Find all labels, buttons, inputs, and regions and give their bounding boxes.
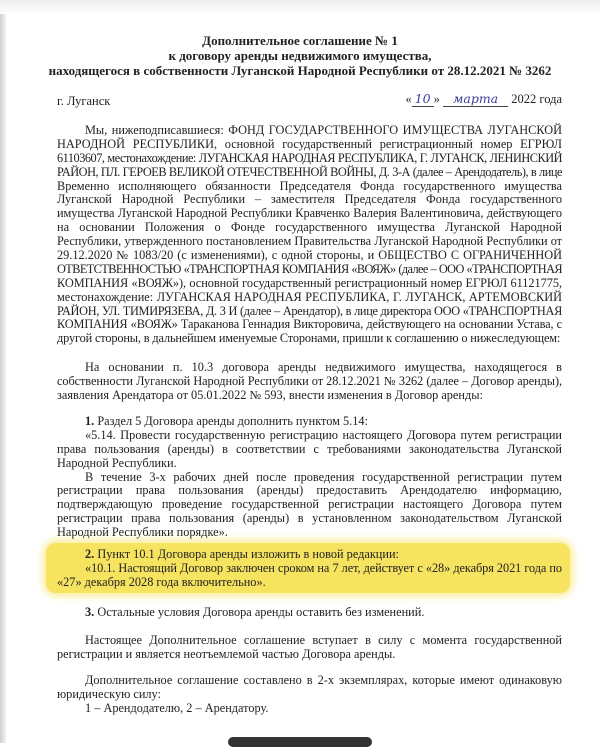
date-day-handwritten: 10 (412, 91, 434, 107)
item-heading: Остальные условия Договора аренды оставить без изменений. (97, 605, 425, 619)
preamble-paragraph (57, 124, 562, 346)
text-line: РАЙОН, ПЛ. ГЕРОЕВ ВЕЛИКОЙ ОТЕЧЕСТВЕННОЙ ВОЙНЫ, Д. 3-А (далее – Арендодатель), в лице (57, 164, 562, 179)
document-title: Дополнительное соглашение № 1 (202, 33, 398, 48)
text-line: 1 – Арендодателю, 2 – Арендатору. (85, 700, 269, 715)
item-heading: Раздел 5 Договора аренды дополнить пунктом 5.14: (97, 414, 368, 428)
text-line: 29.12.2020 № 1083/20 (с изменениями), с одной стороны, и ОБЩЕСТВО С ОГРАНИЧЕННОЙ (57, 248, 562, 263)
text-line: регистрации и является неотъемлемой частью Договора аренды. (57, 646, 396, 661)
text-line: другой стороны, в дальнейшем именуемые Сторонами, пришли к соглашению о нижеследующем: (57, 331, 561, 346)
page-edge (0, 0, 6, 743)
item-number: 2. (85, 547, 95, 561)
text-line (57, 548, 562, 562)
text-line: Временно исполняющего обязанности Председателя Фонда государственного имущества (57, 178, 562, 193)
text-line: «27» декабря 2028 года включительно». (57, 574, 266, 589)
text-line: «5.14. Провести государственную регистрацию настоящего Договора путем регистрации (85, 427, 562, 442)
text-line: регистрации права пользования (аренды) в установленном законодательством Луганской (57, 511, 562, 526)
text-line: на основании Положения о Фонде государственного имущества Луганской Народной (57, 220, 562, 235)
date-year: 2022 года (511, 92, 562, 106)
closing-paragraph-1 (57, 634, 562, 662)
text-line: Настоящее Дополнительное соглашение вступает в силу с момента государственной (85, 633, 562, 647)
text-line: Мы, нижеподписавшиеся: ФОНД ГОСУДАРСТВЕННОГО ИМУЩЕСТВА ЛУГАНСКОЙ (85, 123, 562, 137)
text-line: собственности Луганской Народной Республики от 28.12.2021 № 3262 (далее – Договор аренды), (57, 373, 562, 388)
text-line: Дополнительное соглашение составлено в 2-х экземплярах, которые имеют одинаковую (85, 673, 562, 687)
text-line: В течение 3-х рабочих дней после проведения государственной регистрации путем (85, 469, 562, 484)
text-line: КОМПАНИЯ «ВОЯЖ»), основной государственный регистрационный номер ЕГРЮЛ 61121775, (57, 275, 562, 290)
document-subtitle-2: находящегося в собственности Луганской Народной Республики от 28.12.2021 № 3262 (48, 63, 552, 78)
item-heading: Пункт 10.1 Договора аренды изложить в новой редакции: (97, 547, 399, 561)
document-date (405, 91, 562, 107)
text-line (57, 415, 562, 429)
item-2 (57, 548, 562, 590)
text-line: юридическую силу: (57, 686, 161, 701)
document-subtitle: к договору аренды недвижимого имущества, (168, 48, 432, 63)
date-close-quote: » (433, 92, 440, 106)
text-line: «10.1. Настоящий Договор заключен сроком на 7 лет, действует с «28» декабря 2021 года по (85, 560, 562, 575)
text-line: ОТВЕТСТВЕННОСТЬЮ «ТРАНСПОРТНАЯ КОМПАНИЯ «ВОЯЖ» (далее – ООО «ТРАНСПОРТНАЯ (57, 261, 562, 276)
text-line: права пользования (аренды) в соответствии с требованиями законодательства Луганской (57, 441, 562, 456)
text-line: РАЙОН, УЛ. ТИМИРЯЗЕВА, Д. 3 И (далее – Арендатор), в лице директора ООО «ТРАНСПОРТНАЯ (57, 303, 562, 318)
text-line: регистрации права пользования (аренды) предоставить Арендодателю информацию, (57, 483, 562, 498)
item-number: 3. (85, 605, 95, 619)
text-line: подтверждающую проведение государственной регистрации настоящего Договора путем (57, 497, 562, 512)
text-line: На основании п. 10.3 договора аренды недвижимого имущества, находящегося в (85, 360, 562, 374)
city: г. Луганск (57, 94, 111, 108)
text-line (57, 606, 562, 620)
item-number: 1. (85, 414, 95, 428)
text-line: Республики, утвержденного постановлением Правительства Луганской Народной Республики от (57, 234, 562, 249)
date-open-quote: « (405, 92, 412, 106)
item-1 (57, 415, 562, 540)
text-line: 61103607, местонахождение: ЛУГАНСКАЯ НАРОДНАЯ РЕСПУБЛИКА, Г. ЛУГАНСК, ЛЕНИНСКИЙ (57, 150, 562, 165)
text-line: местонахождение: ЛУГАНСКАЯ НАРОДНАЯ РЕСПУБЛИКА, Г. ЛУГАНСК, АРТЕМОВСКИЙ (57, 289, 562, 304)
page-top-shade (0, 0, 600, 14)
home-indicator[interactable] (228, 737, 372, 747)
text-line: Народной Республики порядке». (57, 525, 228, 540)
text-line: заявления Арендатора от 05.01.2022 № 593, внести изменения в Договор аренды: (57, 387, 483, 402)
item-3 (57, 606, 562, 620)
closing-paragraph-2 (57, 674, 562, 716)
date-month-handwritten: марта (443, 91, 508, 107)
text-line: Луганской Народной Республики – заместителя Председателя Фонда государственного (57, 192, 562, 207)
basis-paragraph (57, 361, 562, 403)
text-line: КОМПАНИЯ «ВОЯЖ» Тараканова Геннадия Викторовича, действующего на основании Устава, с (57, 317, 562, 332)
text-line: имущества Луганской Народной Республики Кравченко Валерия Валентиновича, действующего (57, 206, 562, 221)
text-line: НАРОДНОЙ РЕСПУБЛИКИ, основной государственный регистрационный номер ЕГРЮЛ (57, 136, 562, 151)
text-line: Народной Республики. (57, 455, 177, 470)
